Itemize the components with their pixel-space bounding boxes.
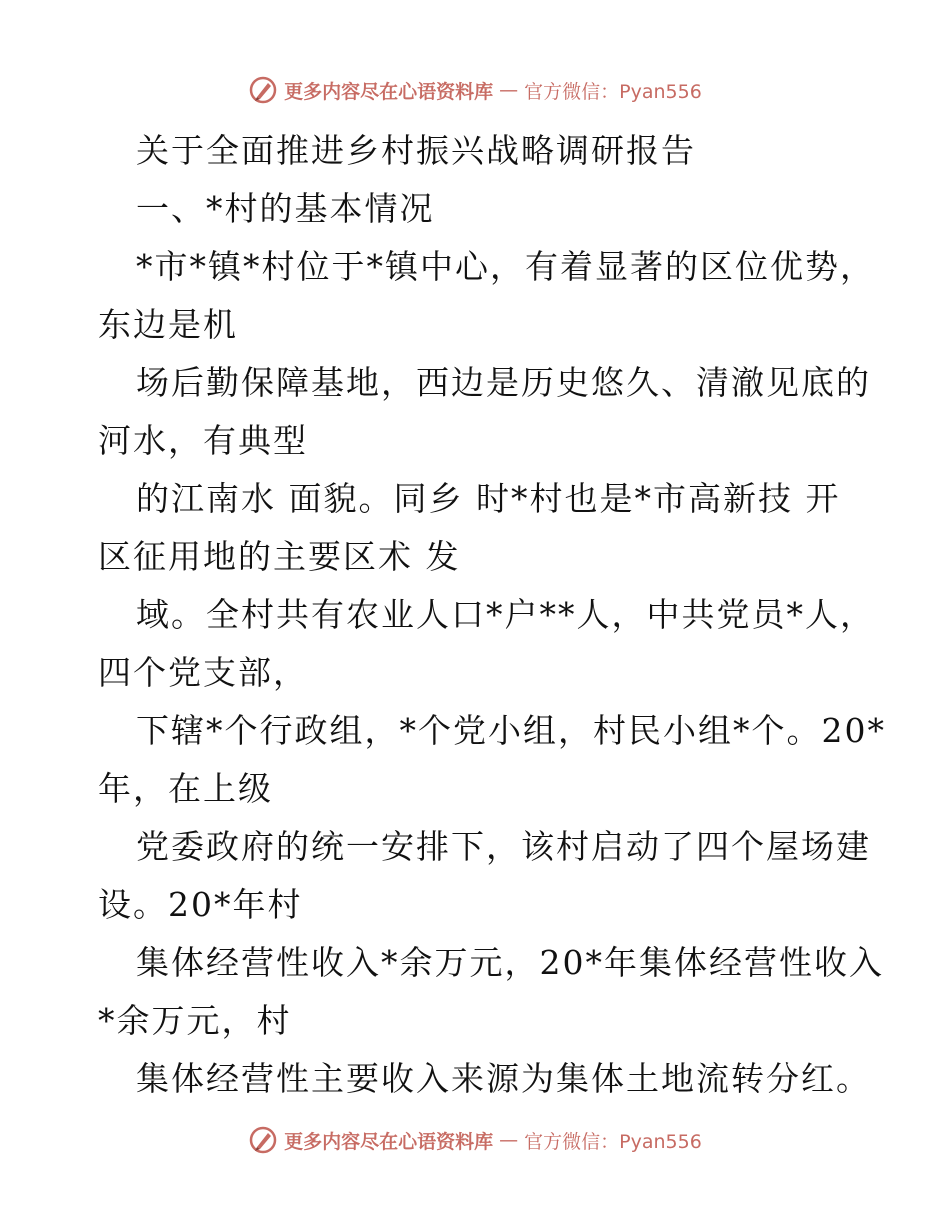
paragraph-line: 集体经营性收入*余万元，20*年集体经营性收入 xyxy=(136,943,884,982)
document-body xyxy=(98,122,886,1108)
watermark-text: 更多内容尽在心语资料库 xyxy=(284,80,494,103)
paragraph-line: 年，在上级 xyxy=(98,769,273,808)
pen-logo-icon xyxy=(248,75,278,105)
paragraph-lines xyxy=(98,238,886,1108)
paragraph-line: 河水，有典型 xyxy=(98,421,308,460)
watermark-separator: — xyxy=(499,79,519,101)
pen-logo-icon xyxy=(248,1125,278,1155)
paragraph-line: 下辖*个行政组，*个党小组，村民小组*个。20* xyxy=(136,711,886,750)
paragraph-line: 场后勤保障基地，西边是历史悠久、清澈见底的 xyxy=(136,363,871,402)
paragraph-line: 设。20*年村 xyxy=(98,885,303,924)
paragraph-line: 党委政府的统一安排下，该村启动了四个屋场建 xyxy=(136,827,871,866)
section-heading: 一、*村的基本情况 xyxy=(136,189,435,228)
watermark-wechat: 官方微信：Pyan556 xyxy=(524,1130,702,1153)
paragraph-line: 东边是机 xyxy=(98,305,238,344)
footer-watermark xyxy=(0,1122,950,1158)
header-watermark xyxy=(0,72,950,108)
paragraph-line: *市*镇*村位于*镇中心，有着显著的区位优势， xyxy=(136,247,875,286)
paragraph-line: 集体经营性主要收入来源为集体土地流转分红。 xyxy=(136,1059,871,1098)
paragraph-line: 的江南水 面貌。同乡 时*村也是*市高新技 开 xyxy=(136,479,841,518)
watermark-separator: — xyxy=(499,1129,519,1151)
document-title: 关于全面推进乡村振兴战略调研报告 xyxy=(136,131,696,170)
paragraph-line: 区征用地的主要区术 发 xyxy=(98,537,461,576)
watermark-wechat: 官方微信：Pyan556 xyxy=(524,80,702,103)
paragraph-line: 四个党支部， xyxy=(98,653,308,692)
paragraph-line: 域。全村共有农业人口*户**人，中共党员*人， xyxy=(136,595,875,634)
watermark-text: 更多内容尽在心语资料库 xyxy=(284,1130,494,1153)
paragraph-line: *余万元，村 xyxy=(98,1001,292,1040)
